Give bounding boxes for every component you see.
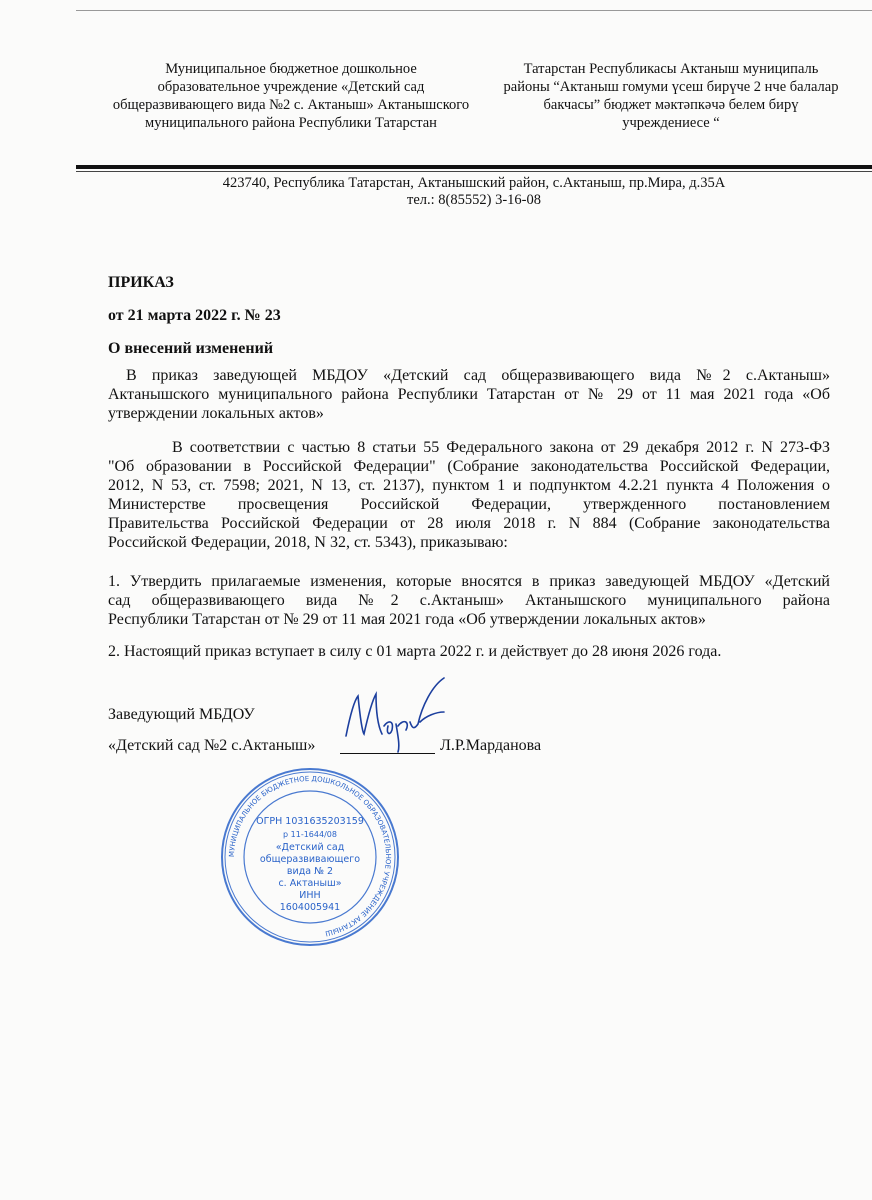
signature-position: Заведующий МБДОУ: [108, 706, 255, 723]
order-subject: О внесений изменений: [108, 340, 274, 357]
stamp-line: ИНН: [299, 890, 321, 901]
stamp-line: с. Актаныш»: [278, 878, 342, 889]
header-left-line: общеразвивающего вида №2 с. Актаныш» Актанышского: [112, 97, 470, 113]
header-divider-thick: [76, 165, 872, 169]
p4: 2. Настоящий приказ вступает в силу с 01 марта 2022 г. и действует до 28 июня 2026 года.: [108, 643, 722, 660]
p2-line: "Об образовании в Российской Федерации" (Собрание законодательства Российской Федерации,: [108, 458, 830, 475]
signature-org: «Детский сад №2 с.Актаныш»: [108, 737, 316, 754]
stamp-line: «Детский сад: [275, 842, 345, 853]
p2-line: 2012, N 53, ст. 7598; 2021, N 13, ст. 2137), пунктом 1 и подпунктом 4.2.21 пункта 4 Положения о: [108, 477, 830, 494]
stamp-line: р 11-1644/08: [283, 830, 337, 839]
p2-line: В соответствии с частью 8 статьи 55 Федерального закона от 29 декабря 2012 г. N 273-ФЗ: [172, 439, 830, 456]
handwritten-signature: [340, 676, 450, 756]
p2-line: Российской Федерации, 2018, N 32, ст. 5343), приказываю:: [108, 534, 508, 551]
header-left-org-name: [96, 60, 486, 132]
header-left-line: образовательное учреждение «Детский сад: [157, 79, 425, 95]
stamp-ring-text: МУНИЦИПАЛЬНОЕ БЮДЖЕТНОЕ ДОШКОЛЬНОЕ ОБРАЗОВАТЕЛЬНОЕ УЧРЕЖДЕНИЕ АКТАНЫШ: [227, 774, 393, 938]
top-scan-edge: [76, 10, 872, 11]
address: 423740, Республика Татарстан, Актанышский район, с.Актаныш, пр.Мира, д.35А: [222, 175, 726, 191]
order-title: ПРИКАЗ: [108, 274, 174, 291]
official-stamp: [220, 762, 400, 952]
header-right-line: бакчасы” бюджет мәктәпкәчә белем бирү: [543, 97, 799, 113]
phone: тел.: 8(85552) 3-16-08: [407, 192, 541, 208]
stamp-line: вида № 2: [286, 866, 334, 877]
p1-line: В приказ заведующей МБДОУ «Детский сад общеразвивающего вида №2 с.Актаныш»: [126, 367, 830, 384]
header-right-line: учреждениесе “: [622, 115, 720, 131]
header-right-org-name: [486, 60, 856, 132]
header-divider-thin: [76, 171, 872, 172]
header-right-line: Татарстан Республикасы Актаныш муниципаль: [523, 61, 819, 77]
header-right-line: районы “Актаныш гомуми үсеш бирүче 2 нче балалар: [503, 79, 839, 95]
p3-line: Республики Татарстан от № 29 от 11 мая 2021 года «Об утверждении локальных актов»: [108, 611, 706, 628]
p1-line: Актанышского муниципального района Республики Татарстан от № 29 от 11 мая 2021 года «Об: [108, 386, 830, 403]
p3-line: 1. Утвердить прилагаемые изменения, которые вносятся в приказ заведующей МБДОУ «Детский: [108, 573, 830, 590]
stamp-line: общеразвивающего: [259, 854, 361, 865]
header-left-line: Муниципальное бюджетное дошкольное: [165, 61, 417, 77]
p3-line: сад общеразвивающего вида №2 с.Актаныш» Актанышского муниципального района: [108, 592, 830, 609]
header-left-line: муниципального района Республики Татарстан: [145, 115, 437, 131]
stamp-line: ОГРН 1031635203159: [256, 816, 364, 827]
p1-line: утверждении локальных актов»: [108, 405, 324, 422]
order-date-number: от 21 марта 2022 г. № 23: [108, 307, 281, 324]
stamp-line: 1604005941: [279, 902, 341, 913]
signer-name: Л.Р.Марданова: [440, 737, 542, 754]
p2-line: Правительства Российской Федерации от 28 июля 2018 г. N 884 (Собрание законодательства: [108, 515, 830, 532]
p2-line: Министерстве просвещения Российской Федерации, утвержденного постановлением: [108, 496, 830, 513]
